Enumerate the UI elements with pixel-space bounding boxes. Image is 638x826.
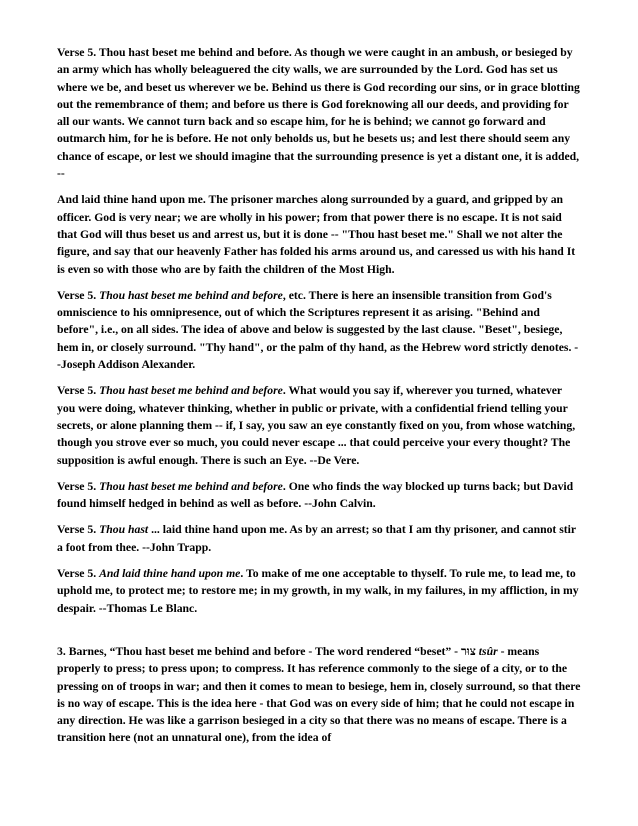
paragraph-text: Verse 5. Thou hast beset me behind and before. As though we were caught in an ambush, or besieged by an army which has wholly beleaguered the city walls, we are surrounded by the Lord. God has set us where we be, and beset us wherever we be. Behind us there is God recording our sins, or in grace blotting out the remembrance of them; and before us there is God foreknowing all our deeds, and providing for all our wants. We cannot turn back and so escape him, for he is behind; we cannot go forward and outmarch him, for he is before. He not only beholds us, but he besets us; and lest there should seem any chance of escape, or lest we should imagine that the surrounding presence is yet a distant one, it is added, -- [57,46,580,181]
paragraph-text: , etc. There is here an insensible transition from God's omniscience to his omnipresence, out of which the Scriptures represent it as arising. "Behind and before", i.e., on all sides. The idea of above and below is suggested by the last clause. "Beset", besiege, hem in, or closely surround. "Thy hand", or the palm of thy hand, as the Hebrew word strictly denotes. --Joseph Addison Alexander. [57,288,579,372]
transliteration: tsûr [478,644,498,658]
paragraph-text: . One who finds the way blocked up turns back; but David found himself hedged in behind as well as before. --John Calvin. [57,479,574,511]
verse-quote: Thou hast [99,523,149,537]
paragraph-text: 3. Barnes, “Thou hast beset me behind and before - The word rendered “beset” - [57,644,461,658]
commentary-paragraph-2 [57,191,582,277]
commentary-paragraph-calvin [57,478,582,513]
verse-label: Verse 5. [57,567,100,581]
commentary-paragraph-barnes [57,643,582,747]
paragraph-text: . To make of me one acceptable to thyself. To rule me, to lead me, to uphold me, to protect me; to restore me; in my growth, in my walk, in my failures, in my affliction, in my despair. --Thomas Le Blanc. [57,567,579,615]
verse-quote: And laid thine hand upon me [99,567,241,581]
hebrew-word: צוּר [461,644,476,658]
verse-label: Verse 5. [57,384,100,398]
verse-label: Verse 5. [57,479,100,493]
commentary-paragraph-le-blanc [57,565,582,617]
verse-quote: Thou hast beset me behind and before [99,384,283,398]
paragraph-text: And laid thine hand upon me. The prisoner marches along surrounded by a guard, and gripped by an officer. God is very near; we are wholly in his power; from that power there is no escape. It is not said that God will thus beset us and arrest us, but it is done -- "Thou hast beset me." Shall we not alter the figure, and say that our heavenly Father has folded his arms around us, and caressed us with his hand It is even so with those who are by faith the children of the Most High. [57,193,576,276]
paragraph-text: - means properly to press; to press upon; to compress. It has reference commonly to the siege of a city, or to the pressing on of troops in war; and then it comes to mean to besiege, hem in, closely surround, so that there is no way of escape. This is the idea here - that God was on every side of him; that he could not escape in any direction. He was like a garrison besieged in a city so that there was no means of escape. There is a transition here (not an unnatural one), from the idea of [57,644,581,745]
paragraph-text: . What would you say if, wherever you turned, whatever you were doing, whatever thinking, whether in public or private, with a confidential friend telling your secrets, or alone planning them -- if, I say, you saw an eye constantly fixed on you, from whose watching, though you strove ever so much, you could never escape ... that could perceive your every thought? The supposition is awful enough. There is such an Eye. --De Vere. [57,384,576,467]
commentary-paragraph-alexander [57,287,582,373]
verse-quote: Thou hast beset me behind and before [99,288,283,302]
verse-label: Verse 5. [57,288,100,302]
commentary-paragraph-trapp [57,521,582,556]
verse-quote: Thou hast beset me behind and before [99,479,283,493]
commentary-paragraph-de-vere [57,382,582,468]
paragraph-text: ... laid thine hand upon me. As by an arrest; so that I am thy prisoner, and cannot stir a foot from thee. --John Trapp. [57,523,576,554]
commentary-paragraph-1 [57,44,582,182]
verse-label: Verse 5. [57,523,100,537]
